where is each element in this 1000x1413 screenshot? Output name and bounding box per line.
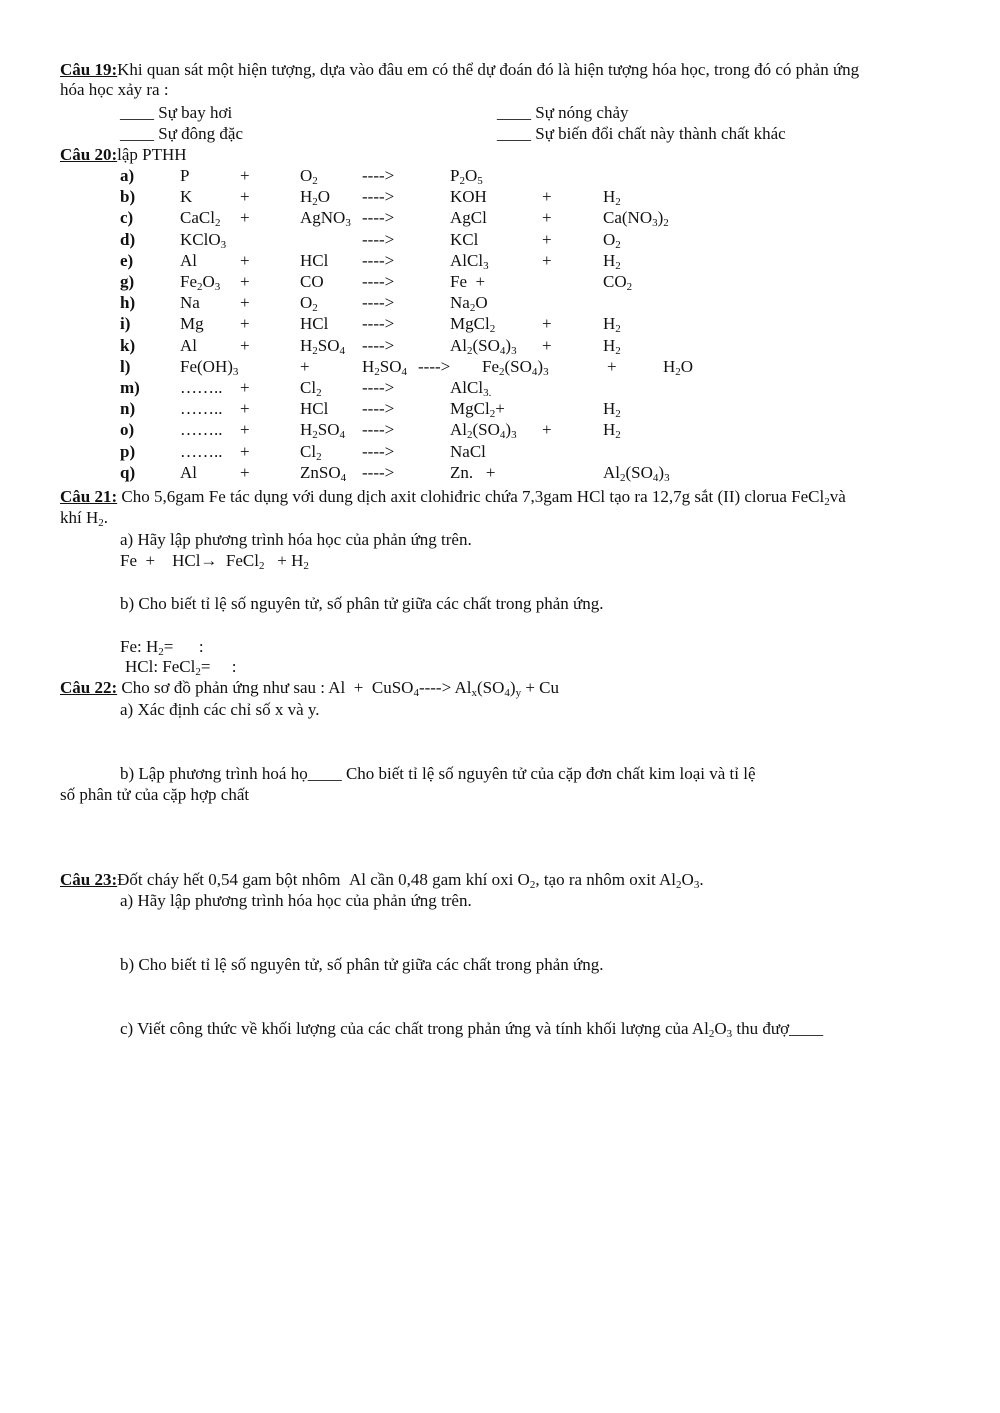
q20-row-13-p2: + <box>542 420 552 439</box>
q20-row-14-c2: $Cl_2$ <box>300 442 322 463</box>
q20-row-15-c1: Al <box>180 463 197 482</box>
q20-row-6-p1: + <box>240 272 250 291</box>
q20-row-6-c4: $CO_2$ <box>603 272 633 293</box>
q20-row-7-p1: + <box>240 293 250 312</box>
q20-row-2-c1: K <box>180 187 193 206</box>
q20-row-13-c3: $Al_2(SO_4)_3$ <box>450 420 517 441</box>
q20-row-3-c2: AgNO$_3$ <box>300 208 351 229</box>
q20-row-15-p1: + <box>240 463 250 482</box>
q22-text: Cho sơ đồ phản ứng như sau : Al + CuSO$_4$----> $Al_x(SO_4)_y + Cu$ <box>117 678 559 699</box>
q20-text: lập PTHH <box>117 145 187 164</box>
q20-row-7-c2: $O_2$ <box>300 293 318 314</box>
q23-text: Đốt cháy hết 0,54 gam bột nhôm Al cần 0,48 gam khí oxi $O_2$, tạo ra nhôm oxit $Al_2O_3$. <box>117 870 704 891</box>
q20-row-5-p1: + <box>240 251 250 270</box>
q20-label: Câu 20: <box>60 145 118 164</box>
q20-row-14-arrow: ----> <box>362 442 395 461</box>
q20-row-15-arrow: ----> <box>362 463 395 482</box>
q20-row-10-c2: $H_2SO_4$ <box>362 357 408 378</box>
q20-row-6-c1: $Fe_2O_3$ <box>180 272 221 293</box>
q20-row-15-c4: $Al_2(SO_4)_3$ <box>603 463 670 484</box>
q20-row-7-arrow: ----> <box>362 293 395 312</box>
q20-row-10-p1: + <box>300 357 310 376</box>
q19-option-2[interactable]: ____ Sự nóng chảy <box>497 103 629 122</box>
q20-row-8-c3: MgCl$_2$ <box>450 314 496 335</box>
q20-row-5-c3: AlCl$_3$ <box>450 251 489 272</box>
q20-row-14-c1: …….. <box>180 442 223 461</box>
q20-row-7-label: h) <box>120 293 136 312</box>
q20-row-4-c1: KClO$_3$ <box>180 230 227 251</box>
q20-row-2-c2: $H_2O$ <box>300 187 331 208</box>
q20-row-8-p2: + <box>542 314 552 333</box>
q23-part-c: c) Viết công thức về khối lượng của các chất trong phản ứng và tính khối lượng của $Al_2O_3$ thu đượ____ <box>120 1019 824 1040</box>
q20-row-11-label: m) <box>120 378 140 397</box>
q20-row-1-arrow: ----> <box>362 166 395 185</box>
q20-row-5-c4: $H_2$ <box>603 251 621 272</box>
q20-row-6-c2: CO <box>300 272 324 291</box>
q20-row-14-c3: NaCl <box>450 442 486 461</box>
q20-row-14-label: p) <box>120 442 136 461</box>
q20-row-8-label: i) <box>120 314 131 333</box>
q21-label: Câu 21: <box>60 487 118 506</box>
q20-row-1-c3: $P_2O_5$ <box>450 166 483 187</box>
q20-row-12-c3: MgCl$_2$+ <box>450 399 505 420</box>
q20-row-9-c3: $Al_2(SO_4)_3$ <box>450 336 517 357</box>
q20-row-10-arrow: ----> <box>418 357 451 376</box>
q20-row-11-c2: $Cl_2$ <box>300 378 322 399</box>
q20-row-8-c1: Mg <box>180 314 204 333</box>
q20-row-13-arrow: ----> <box>362 420 395 439</box>
q20-row-2-arrow: ----> <box>362 187 395 206</box>
q20-row-2-c4: $H_2$ <box>603 187 621 208</box>
q20-row-1-c2: $O_2$ <box>300 166 318 187</box>
q20-row-3-p1: + <box>240 208 250 227</box>
q20-row-6-c3: Fe + <box>450 272 486 291</box>
q21-text: Cho 5,6gam Fe tác dụng với dung dịch axit clohiđric chứa 7,3gam HCl tạo ra 12,7g sắt (II) clorua FeCl$_2$và <box>117 487 846 508</box>
q19-text: Khi quan sát một hiện tượng, dựa vào đâu em có thể dự đoán đó là hiện tượng hóa học, trong đó có phản ứng <box>117 60 860 79</box>
q20-row-8-c2: HCl <box>300 314 329 333</box>
q20-row-8-c4: $H_2$ <box>603 314 621 335</box>
q21-line1 <box>60 487 846 507</box>
q20-row-15-label: q) <box>120 463 136 482</box>
q20-row-4-arrow: ----> <box>362 230 395 249</box>
q20-row-4-label: d) <box>120 230 136 249</box>
q20-row-10-c4: $H_2O$ <box>663 357 694 378</box>
q20-row-10-c3: $Fe_2(SO_4)_3$ <box>482 357 549 378</box>
q20-row-11-c3: AlCl$_{3.}$ <box>450 378 492 399</box>
q19-option-1[interactable]: ____ Sự bay hơi <box>120 103 233 122</box>
q20-row-1-c1: P <box>180 166 190 185</box>
q23-part-b: b) Cho biết tỉ lệ số nguyên tử, số phân tử giữa các chất trong phản ứng. <box>120 955 604 974</box>
q22-part-a: a) Xác định các chỉ số x và y. <box>120 700 320 719</box>
q21-part-a: a) Hãy lập phương trình hóa học của phản ứng trên. <box>120 530 472 549</box>
q20-row-7-c3: $Na_2O$ <box>450 293 488 314</box>
q20-row-5-c1: Al <box>180 251 197 270</box>
q20-row-2-p1: + <box>240 187 250 206</box>
q20-row-11-c1: …….. <box>180 378 223 397</box>
q20-row-15-c3: Zn. + <box>450 463 496 482</box>
q20-row-3-arrow: ----> <box>362 208 395 227</box>
q20-row-14-p1: + <box>240 442 250 461</box>
q20-row-9-p1: + <box>240 336 250 355</box>
q20-row-13-p1: + <box>240 420 250 439</box>
q23-line1 <box>60 870 704 890</box>
q20-row-9-p2: + <box>542 336 552 355</box>
q23-label: Câu 23: <box>60 870 118 889</box>
q20-row-1-p1: + <box>240 166 250 185</box>
q20-row-4-p2: + <box>542 230 552 249</box>
q19-line1 <box>60 60 859 80</box>
q20-row-5-c2: HCl <box>300 251 329 270</box>
q20-row-6-arrow: ----> <box>362 272 395 291</box>
q20-title <box>60 145 187 165</box>
q20-row-3-label: c) <box>120 208 134 227</box>
q20-row-5-p2: + <box>542 251 552 270</box>
q20-row-11-arrow: ----> <box>362 378 395 397</box>
q20-row-3-p2: + <box>542 208 552 227</box>
q20-row-6-label: g) <box>120 272 135 291</box>
q20-row-12-c4: $H_2$ <box>603 399 621 420</box>
q20-row-13-c1: …….. <box>180 420 223 439</box>
q20-row-15-c2: ZnSO$_4$ <box>300 463 347 484</box>
q22-label: Câu 22: <box>60 678 118 697</box>
q20-row-9-arrow: ----> <box>362 336 395 355</box>
q20-row-10-label: l) <box>120 357 131 376</box>
q23-part-a: a) Hãy lập phương trình hóa học của phản ứng trên. <box>120 891 472 910</box>
q20-row-7-c1: Na <box>180 293 200 312</box>
q20-row-5-arrow: ----> <box>362 251 395 270</box>
q19-line2: hóa học xảy ra : <box>60 80 169 99</box>
q20-row-8-p1: + <box>240 314 250 333</box>
q21-part-b: b) Cho biết tỉ lệ số nguyên tử, số phân tử giữa các chất trong phản ứng. <box>120 594 604 613</box>
q20-row-12-p1: + <box>240 399 250 418</box>
q20-row-4-c4: $O_2$ <box>603 230 621 251</box>
q21-ratio-1: Fe: $H_2=$ : <box>120 637 204 658</box>
q20-row-12-label: n) <box>120 399 136 418</box>
q21-equation: Fe + HCl→ FeCl$_2$ + $H_2$ <box>120 551 309 572</box>
q20-row-13-label: o) <box>120 420 135 439</box>
q20-row-3-c4: $Ca(NO_3)_2$ <box>603 208 669 229</box>
q20-row-12-c1: …….. <box>180 399 223 418</box>
q22-line1 <box>60 678 559 698</box>
q20-row-8-arrow: ----> <box>362 314 395 333</box>
q22-part-b-line2: số phân tử của cặp hợp chất <box>60 785 250 804</box>
q20-row-3-c1: CaCl$_2$ <box>180 208 221 229</box>
q20-row-13-c4: $H_2$ <box>603 420 621 441</box>
q20-row-2-p2: + <box>542 187 552 206</box>
q20-row-1-label: a) <box>120 166 135 185</box>
q20-row-3-c3: AgCl <box>450 208 487 227</box>
q20-row-5-label: e) <box>120 251 134 270</box>
q21-line2: khí $H_2$. <box>60 508 108 529</box>
q20-row-4-c3: KCl <box>450 230 479 249</box>
q20-row-9-c1: Al <box>180 336 197 355</box>
q20-row-10-p2: + <box>607 357 617 376</box>
q20-row-9-c4: $H_2$ <box>603 336 621 357</box>
q20-row-9-label: k) <box>120 336 136 355</box>
q22-part-b: b) Lập phương trình hoá họ____ Cho biết tỉ lệ số nguyên tử của cặp đơn chất kim loại và tỉ lệ <box>120 764 756 783</box>
q21-ratio-2: HCl: FeCl$_2$= : <box>125 657 237 678</box>
q20-row-2-c3: KOH <box>450 187 487 206</box>
q19-option-3[interactable]: ____ Sự đông đặc <box>120 124 244 143</box>
q19-label: Câu 19: <box>60 60 118 79</box>
q20-row-10-c1: $Fe(OH)_3$ <box>180 357 239 378</box>
q20-row-9-c2: $H_2SO_4$ <box>300 336 346 357</box>
q20-row-2-label: b) <box>120 187 136 206</box>
q20-row-12-arrow: ----> <box>362 399 395 418</box>
q20-row-11-p1: + <box>240 378 250 397</box>
q20-row-13-c2: $H_2SO_4$ <box>300 420 346 441</box>
q19-option-4[interactable]: ____ Sự biến đổi chất này thành chất khác <box>497 124 786 143</box>
q20-row-12-c2: HCl <box>300 399 329 418</box>
